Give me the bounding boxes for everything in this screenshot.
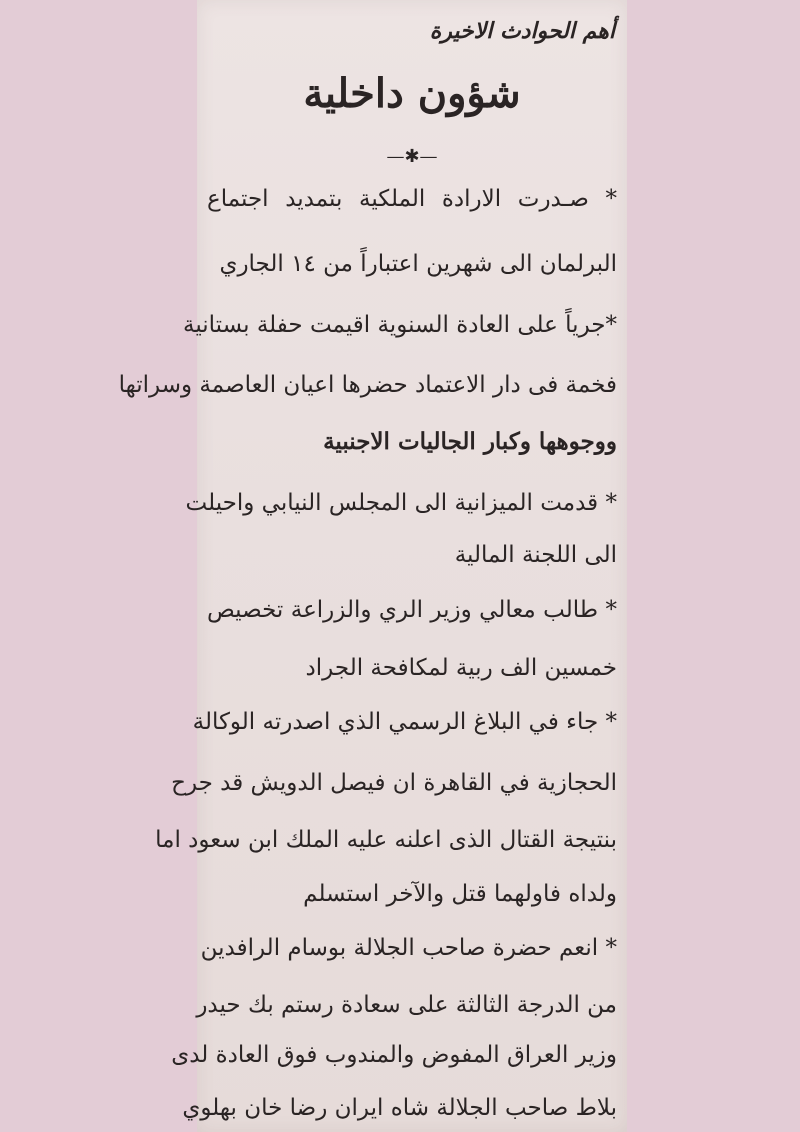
article-line: ووجوهها وكبار الجاليات الاجنبية xyxy=(323,428,617,455)
article-line: ولداه فاولهما قتل والآخر استسلم xyxy=(303,881,617,907)
article-line: الى اللجنة المالية xyxy=(454,542,617,568)
article-line: بنتيجة القتال الذى اعلنه عليه الملك ابن سعود اما xyxy=(155,827,617,853)
article-line: فخمة فى دار الاعتماد حضرها اعيان العاصمة وسراتها xyxy=(118,372,617,398)
article-line: خمسين الف ربية لمكافحة الجراد xyxy=(305,655,617,681)
headline: شؤون داخلية xyxy=(303,70,521,117)
article-line: البرلمان الى شهرين اعتباراً من ١٤ الجاري xyxy=(219,251,617,277)
article-line: بلاط صاحب الجلالة شاه ايران رضا خان بهلوي xyxy=(182,1095,617,1121)
newspaper-clipping xyxy=(118,0,627,1132)
article-line: *جرياً على العادة السنوية اقيمت حفلة بستانية xyxy=(182,312,617,338)
article-line: * قدمت الميزانية الى المجلس النيابي واحيلت xyxy=(185,490,617,516)
article-line: * صـدرت الارادة الملكية بتمديد اجتماع xyxy=(207,186,617,212)
article-line: من الدرجة الثالثة على سعادة رستم بك حيدر xyxy=(196,992,617,1018)
section-kicker: أهم الحوادث الاخيرة xyxy=(429,18,615,44)
ornament-divider: —✱— xyxy=(386,146,438,167)
article-line: * انعم حضرة صاحب الجلالة بوسام الرافدين xyxy=(200,935,617,961)
article-line: الحجازية في القاهرة ان فيصل الدويش قد جرح xyxy=(171,770,617,796)
article-line: وزير العراق المفوض والمندوب فوق العادة لدى xyxy=(171,1042,617,1068)
article-line: * طالب معالي وزير الري والزراعة تخصيص xyxy=(207,597,617,623)
article-line: * جاء في البلاغ الرسمي الذي اصدرته الوكالة xyxy=(192,709,617,735)
